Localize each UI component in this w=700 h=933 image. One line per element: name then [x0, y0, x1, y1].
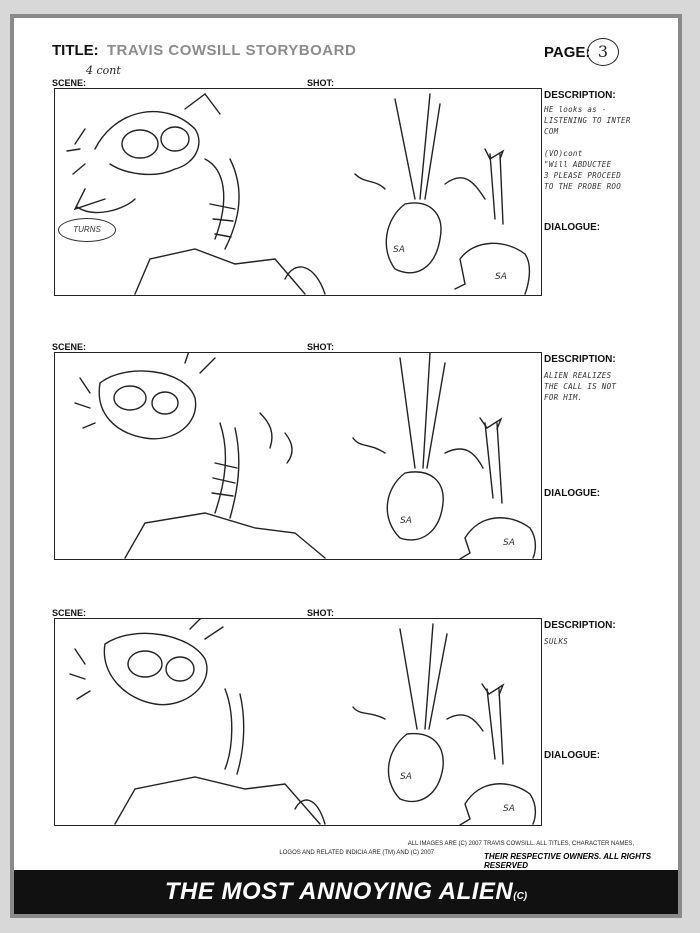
mark-label: SA	[400, 516, 412, 526]
alien-sketch-2	[55, 353, 541, 559]
banner-title: THE MOST ANNOYING ALIEN	[164, 878, 514, 905]
title-label: TITLE:	[52, 42, 99, 59]
description-text-1: HE looks as - LISTENING TO INTER COM (VO)cont "Will ABDUCTEE 3 PLEASE PROCEED TO THE PROBE ROO	[544, 105, 631, 191]
scene-value-1: 4 cont	[86, 64, 121, 77]
sketch-panel-1	[54, 88, 542, 296]
sketch-panel-3	[54, 618, 542, 826]
shot-label-2: SHOT:	[307, 342, 334, 352]
page-number: 3	[587, 38, 619, 66]
footer-banner	[14, 870, 678, 914]
shot-label-1: SHOT:	[307, 78, 334, 88]
page-label: PAGE:	[544, 44, 591, 61]
scene-label-2: SCENE:	[52, 342, 87, 352]
copyright-line-1: ALL IMAGES ARE (C) 2007 TRAVIS COWSILL. ALL TITLES, CHARACTER NAMES,	[407, 841, 634, 847]
title-row	[52, 42, 356, 59]
mark-label: SA	[495, 272, 507, 282]
description-label-1: DESCRIPTION:	[544, 90, 616, 101]
dialogue-label-3: DIALOGUE:	[544, 750, 601, 761]
title-value: TRAVIS COWSILL STORYBOARD	[106, 42, 357, 59]
mark-label: SA	[393, 245, 405, 255]
rights-reserved: THEIR RESPECTIVE OWNERS. ALL RIGHTS RESERVED	[484, 852, 652, 870]
turns-note: TURNS	[58, 218, 116, 242]
description-text-2: ALIEN REALIZES THE CALL IS NOT FOR HIM.	[544, 371, 617, 402]
banner-copyright: (C)	[513, 891, 528, 902]
dialogue-label-1: DIALOGUE:	[544, 222, 601, 233]
mark-label: SA	[503, 804, 515, 814]
dialogue-label-2: DIALOGUE:	[544, 488, 601, 499]
description-label-3: DESCRIPTION:	[544, 620, 616, 631]
alien-sketch-3	[55, 619, 541, 825]
copyright-line-2: LOGOS AND RELATED INDICIA ARE (TM) AND (C) 2007	[279, 850, 434, 856]
scene-label-3: SCENE:	[52, 608, 87, 618]
mark-label: SA	[503, 538, 515, 548]
description-label-2: DESCRIPTION:	[544, 354, 616, 365]
sketch-panel-2	[54, 352, 542, 560]
alien-sketch-1	[55, 89, 541, 295]
description-text-3: SULKS	[544, 637, 569, 646]
shot-label-3: SHOT:	[307, 608, 334, 618]
mark-label: SA	[400, 772, 412, 782]
scene-label-1: SCENE:	[52, 78, 87, 88]
storyboard-page	[10, 14, 682, 918]
